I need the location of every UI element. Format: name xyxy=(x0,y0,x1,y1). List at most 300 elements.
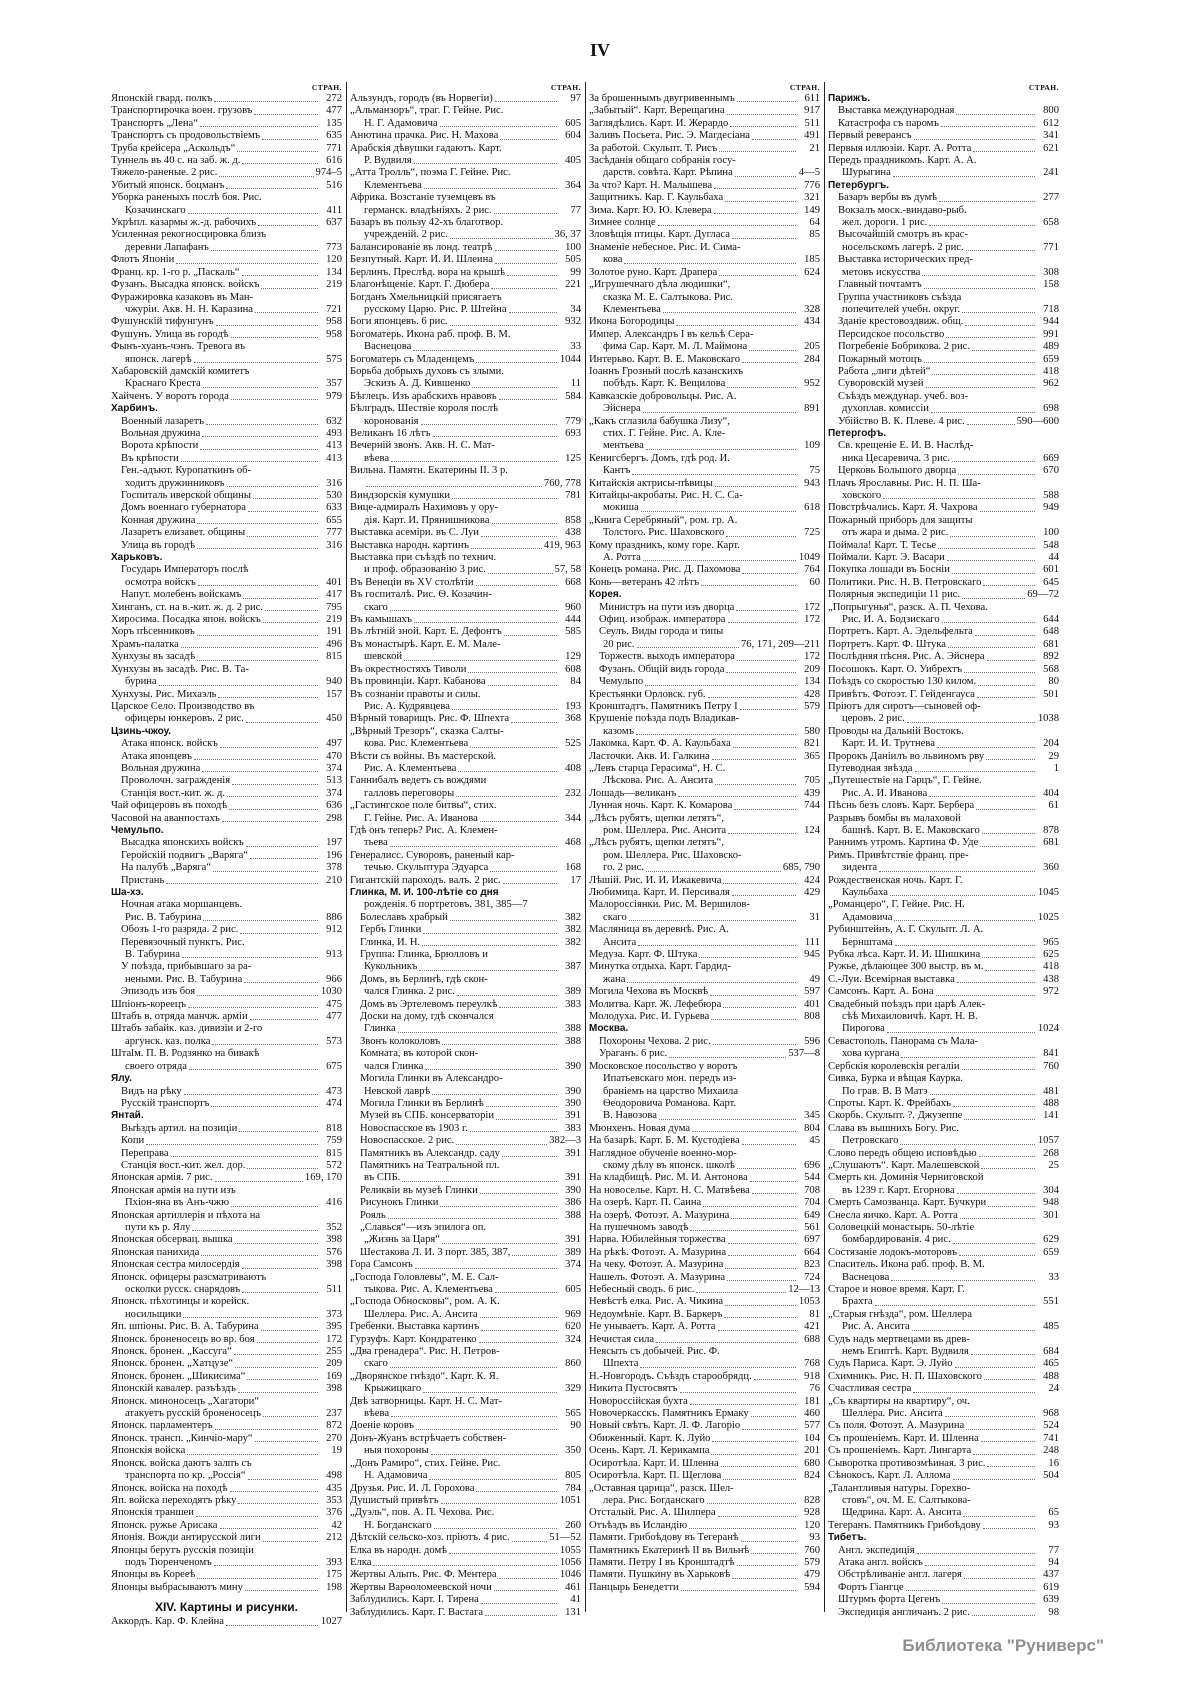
leader-dots xyxy=(922,274,1035,276)
entry-title: Чай офицеровъ въ походѣ xyxy=(111,800,228,812)
leader-dots xyxy=(718,1329,797,1331)
leader-dots xyxy=(708,696,796,698)
entry-page: 393 xyxy=(326,1556,342,1568)
index-entry xyxy=(828,440,1059,452)
index-entry xyxy=(828,701,1059,713)
entry-page: 655 xyxy=(326,514,342,526)
leader-dots xyxy=(728,832,796,834)
index-entry xyxy=(828,875,1059,887)
index-entry xyxy=(589,1210,820,1222)
entry-title: Хабаровскій дамскій комитетъ xyxy=(111,365,250,377)
entry-title: Кронштадтъ. Памятникъ Петру I xyxy=(589,700,738,712)
index-entry xyxy=(350,1582,581,1594)
index-entry xyxy=(589,242,820,254)
leader-dots xyxy=(658,224,796,226)
entry-title: стовъ“, оч. М. Е. Салтыкова- xyxy=(842,1494,971,1506)
index-entry xyxy=(350,850,581,862)
index-entry xyxy=(828,788,1059,800)
entry-page: 841 xyxy=(1043,1048,1059,1060)
index-entry xyxy=(350,465,581,477)
entry-title: Св. крещеніе Е. И. В. Наслѣд- xyxy=(838,440,974,452)
entry-page: 1044 xyxy=(559,353,581,365)
entry-page: 389 xyxy=(565,986,581,998)
entry-title: Ружье, дѣлающее 300 выстр. въ м. xyxy=(828,961,984,973)
entry-title: Труба крейсера „Аскольдъ“ xyxy=(111,142,236,154)
index-entry xyxy=(111,1616,342,1628)
index-entry xyxy=(350,1607,581,1619)
entry-title: Слава въ вышнихъ Богу. Рис. xyxy=(828,1122,959,1134)
index-entry xyxy=(111,1408,342,1420)
index-entry xyxy=(828,1023,1059,1035)
entry-page: 204 xyxy=(1043,738,1059,750)
entry-title: Рис. А. Клементьева xyxy=(364,762,457,774)
index-entry xyxy=(589,229,820,241)
entry-title: ром. Шеллера. Рис. Ансита xyxy=(603,824,727,836)
entry-title: Транспортъ „Лена“ xyxy=(111,117,198,129)
entry-title: Транспортъ съ продовольствіемъ xyxy=(111,130,261,142)
index-entry xyxy=(111,1433,342,1445)
entry-page: 76, 171, 209—211 xyxy=(740,638,820,650)
index-entry xyxy=(589,329,820,341)
entry-title: Обстрѣливаніе англ. лагеря xyxy=(838,1569,962,1581)
leader-dots xyxy=(240,932,318,934)
index-entry xyxy=(828,800,1059,812)
leader-dots xyxy=(699,956,796,958)
entry-title: Съ прошеніемъ. Карт. И. Шленна xyxy=(828,1432,979,1444)
entry-page: 221 xyxy=(565,279,581,291)
leader-dots xyxy=(742,1428,796,1430)
index-entry xyxy=(589,974,820,986)
index-entry xyxy=(589,453,820,465)
leader-dots xyxy=(197,1577,318,1579)
leader-dots xyxy=(960,1217,1035,1219)
entry-title: Осиротѣла. Карт. И. Шленна xyxy=(589,1457,719,1469)
leader-dots xyxy=(714,212,796,214)
entry-title: Станція вост.-кит. жел. дор. xyxy=(121,1159,246,1171)
entry-title: пути къ р. Ялу xyxy=(125,1221,191,1233)
index-entry xyxy=(350,1334,581,1346)
entry-title: Ипатьевскаго мон. передъ из- xyxy=(603,1073,737,1085)
index-entry xyxy=(589,1073,820,1085)
entry-title: германск. владѣніяхъ. 2 рис. xyxy=(364,204,492,216)
entry-page: 685, 790 xyxy=(782,862,820,874)
entry-title: скаго xyxy=(603,911,627,923)
index-heading xyxy=(111,403,342,415)
section-title: XIV. Картины и рисунки. xyxy=(154,1600,299,1615)
entry-page: 428 xyxy=(804,688,820,700)
index-entry xyxy=(111,1545,342,1557)
leader-dots xyxy=(953,1478,1035,1480)
entry-title: Уборка раненыхъ послѣ боя. Рис. xyxy=(111,192,262,204)
leader-dots xyxy=(952,460,1035,462)
entry-title: На рѣкѣ. Фотоэт. А. Мазурина xyxy=(589,1246,727,1258)
entry-page: 404 xyxy=(1043,787,1059,799)
leader-dots xyxy=(188,212,318,214)
leader-dots xyxy=(509,311,557,313)
leader-dots xyxy=(966,1428,1035,1430)
entry-title: „Талантливыя натуры. Горехво- xyxy=(828,1482,971,1494)
entry-page: 308 xyxy=(1043,266,1059,278)
entry-title: Икона Богородицы xyxy=(589,316,675,328)
index-entry xyxy=(350,1098,581,1110)
leader-dots xyxy=(980,845,1035,847)
leader-dots xyxy=(875,1304,1035,1306)
entry-page: 944 xyxy=(1043,316,1059,328)
entry-page: 1056 xyxy=(559,1556,581,1568)
entry-page: 744 xyxy=(804,800,820,812)
entry-title: Московское посольство у воротъ xyxy=(589,1060,738,1072)
index-entry xyxy=(111,515,342,527)
entry-title: Японск. бронен. „Хатцузе“ xyxy=(111,1358,234,1370)
index-entry xyxy=(350,1185,581,1197)
index-entry xyxy=(111,1086,342,1098)
leader-dots xyxy=(196,1515,318,1517)
entry-page: 429 xyxy=(804,887,820,898)
entry-title: Могила Глинки въ Берлинѣ xyxy=(360,1097,484,1109)
entry-page: 438 xyxy=(565,527,581,539)
entry-title: Новый свѣтъ. Карт. Л. Ф. Лагоріо xyxy=(589,1420,741,1432)
index-heading xyxy=(111,1110,342,1122)
index-entry xyxy=(350,502,581,514)
entry-title: Бернштама xyxy=(842,936,893,948)
entry-page: 645 xyxy=(1043,576,1059,588)
leader-dots xyxy=(930,1093,1035,1095)
entry-page: 120 xyxy=(326,254,342,266)
leader-dots xyxy=(442,1043,557,1045)
entry-title: Выставка народн. картинъ xyxy=(350,539,469,551)
leader-dots xyxy=(238,1502,318,1504)
entry-page: 438 xyxy=(1043,973,1059,985)
index-entry xyxy=(111,676,342,688)
entry-title: Часовой на аванпостахъ xyxy=(111,812,220,824)
entry-page: 201 xyxy=(804,1445,820,1457)
entry-title: Въ сознаніи правоты и силы. xyxy=(350,688,481,700)
leader-dots xyxy=(659,1118,796,1120)
index-entry xyxy=(828,1358,1059,1370)
index-entry xyxy=(828,813,1059,825)
entry-title: Комната, въ которой скон- xyxy=(360,1048,479,1060)
index-entry xyxy=(350,105,581,117)
entry-title: рожденія. 6 портретовъ. 381, 385—7 xyxy=(364,899,528,911)
entry-title: Фузанъ. Общій видъ города xyxy=(599,663,725,675)
leader-dots xyxy=(732,1577,796,1579)
entry-page: 64 xyxy=(809,217,820,229)
entry-page: 1038 xyxy=(1037,713,1059,725)
entry-page: 481 xyxy=(1043,1085,1059,1097)
entry-page: 329 xyxy=(565,1383,581,1395)
index-entry xyxy=(350,180,581,192)
entry-page: 111 xyxy=(804,936,820,948)
leader-dots xyxy=(227,795,318,797)
entry-title: Китайскія актрисы-пѣвицы xyxy=(589,477,713,489)
leader-dots xyxy=(959,1254,1035,1256)
entry-page: 704 xyxy=(804,1197,820,1209)
entry-page: 612 xyxy=(1043,117,1059,129)
index-entry xyxy=(111,1371,342,1383)
index-entry xyxy=(589,1420,820,1432)
index-entry xyxy=(111,329,342,341)
entry-title: Альзундъ, городъ (въ Норвегіи) xyxy=(350,93,493,104)
entry-page: 568 xyxy=(1043,663,1059,675)
entry-title: Японская сестра милосердія xyxy=(111,1259,240,1271)
index-entry xyxy=(350,1569,581,1581)
entry-title: Выставка исторических пред- xyxy=(838,254,974,266)
leader-dots xyxy=(182,956,318,958)
entry-page: 383 xyxy=(565,998,581,1010)
index-entry xyxy=(350,453,581,465)
index-entry xyxy=(828,1334,1059,1346)
index-entry xyxy=(111,1247,342,1259)
leader-dots xyxy=(890,894,1035,896)
entry-page: 421 xyxy=(804,1321,820,1333)
entry-title: Японская армія. 7 рис. xyxy=(111,1172,213,1184)
entry-title: Хинганъ, ст. на в.-кит. ж. д. 2 рис. xyxy=(111,601,264,613)
index-entry xyxy=(111,1036,342,1048)
entry-title: Рис. А. Кудрявцева xyxy=(364,700,450,712)
index-entry xyxy=(350,1259,581,1271)
entry-title: „Альманзоръ“, траг. Г. Гейне. Рис. xyxy=(350,105,504,117)
entry-page: 376 xyxy=(326,1507,342,1519)
page-number: IV xyxy=(589,40,610,60)
index-entry xyxy=(589,862,820,874)
entry-title: Японск. миноносецъ „Хагатори“ xyxy=(111,1395,260,1407)
leader-dots xyxy=(742,361,796,363)
index-entry xyxy=(589,93,820,105)
entry-title: Послѣдняя пѣсня. Рис. А. Эйснера xyxy=(828,651,985,663)
entry-page: 771 xyxy=(326,142,342,154)
entry-page: 477 xyxy=(326,105,342,117)
entry-title: „Какъ сглазила бабушка Лизу“, xyxy=(589,415,730,427)
index-entry xyxy=(111,105,342,117)
entry-title: Н. Адамовича xyxy=(364,1470,428,1482)
entry-title: Японск. бронен. „Шикисима“ xyxy=(111,1370,246,1382)
entry-title: Могила Чехова въ Москвѣ xyxy=(589,986,709,998)
index-entry xyxy=(828,378,1059,390)
entry-title: Памяти. Петру I въ Кронштадтѣ xyxy=(589,1556,735,1568)
entry-title: Штурмъ форта Цегенъ xyxy=(838,1594,941,1606)
entry-title: Зданіе крестовоздвиж. общ. xyxy=(838,316,964,328)
index-columns xyxy=(108,82,1092,1628)
index-entry xyxy=(828,1507,1059,1519)
index-entry xyxy=(350,428,581,440)
index-entry xyxy=(350,775,581,787)
index-entry xyxy=(111,1123,342,1135)
entry-page: 725 xyxy=(804,527,820,539)
entry-title: Политики. Рис. Н. В. Петровскаго xyxy=(828,576,982,588)
index-heading xyxy=(111,726,342,738)
leader-dots xyxy=(495,1291,557,1293)
index-entry xyxy=(111,1458,342,1470)
index-entry xyxy=(589,961,820,973)
index-entry xyxy=(350,1172,581,1184)
entry-title: Штабъ забайк. каз. дивизіи и 2-го xyxy=(111,1023,263,1035)
leader-dots xyxy=(727,386,796,388)
index-entry xyxy=(350,999,581,1011)
index-entry xyxy=(350,1594,581,1606)
leader-dots xyxy=(215,1180,303,1182)
entry-title: Дѣтскій сельско-хоз. пріютъ. 4 рис. xyxy=(350,1532,510,1544)
leader-dots xyxy=(900,1143,1035,1145)
entry-page: 24 xyxy=(1048,1383,1059,1395)
leader-dots xyxy=(366,485,542,487)
leader-dots xyxy=(690,1403,796,1405)
leader-dots xyxy=(962,597,1025,599)
index-entry xyxy=(589,1185,820,1197)
entry-title: жана xyxy=(603,973,626,985)
entry-title: Шпіонъ-кореецъ xyxy=(111,998,187,1010)
entry-page: 637 xyxy=(326,217,342,229)
entry-page: 34 xyxy=(570,303,581,315)
entry-title: Золотое руно. Карт. Драпера xyxy=(589,266,718,278)
index-entry xyxy=(350,577,581,589)
entry-title: Работа „лиги дѣтей“ xyxy=(838,365,931,377)
leader-dots xyxy=(218,696,318,698)
index-entry xyxy=(828,738,1059,750)
entry-page: 968 xyxy=(1043,1408,1059,1420)
entry-page: 496 xyxy=(326,638,342,650)
entry-title: Японцы выбрасываютъ мину xyxy=(111,1581,243,1593)
index-entry xyxy=(589,1495,820,1507)
index-entry xyxy=(589,1346,820,1358)
leader-dots xyxy=(242,1267,318,1269)
leader-dots xyxy=(480,820,557,822)
entry-page: 94 xyxy=(1048,1556,1059,1568)
library-watermark: Библиотека "Руниверс" xyxy=(902,1636,1104,1655)
entry-title: Тибетъ. xyxy=(828,1532,867,1544)
index-entry xyxy=(589,1148,820,1160)
leader-dots xyxy=(967,423,1015,425)
index-entry xyxy=(350,143,581,155)
leader-dots xyxy=(936,994,1035,996)
index-entry xyxy=(828,254,1059,266)
index-entry xyxy=(828,1135,1059,1147)
index-entry xyxy=(111,279,342,291)
leader-dots xyxy=(197,634,318,636)
leader-dots xyxy=(222,820,318,822)
index-entry xyxy=(589,254,820,266)
index-entry xyxy=(589,1458,820,1470)
index-entry xyxy=(350,875,581,887)
leader-dots xyxy=(988,1205,1035,1207)
index-entry xyxy=(828,242,1059,254)
entry-title: Ялу. xyxy=(111,1073,132,1085)
entry-title: вѣева xyxy=(364,1408,390,1420)
entry-title: коронованія xyxy=(364,415,419,427)
index-entry xyxy=(828,751,1059,763)
leader-dots xyxy=(987,659,1035,661)
entry-page: 465 xyxy=(1043,1358,1059,1370)
entry-page: 25 xyxy=(1048,1159,1059,1171)
index-entry xyxy=(350,924,581,936)
entry-title: мокиша xyxy=(603,502,639,514)
index-entry xyxy=(589,1532,820,1544)
entry-title: Вѣсти съ войны. Въ мастерской. xyxy=(350,750,497,762)
entry-title: Ша-хэ. xyxy=(111,887,144,898)
leader-dots xyxy=(721,1465,796,1467)
entry-page: 943 xyxy=(804,477,820,489)
entry-title: Тегеранъ. Памятникъ Грибоѣдову xyxy=(828,1519,981,1531)
entry-page: 597 xyxy=(804,986,820,998)
entry-title: Заливъ Посьета. Рис. Э. Магдесіана xyxy=(589,130,750,142)
index-entry xyxy=(111,1557,342,1569)
entry-title: Шеллера. Рис. А. Ансита xyxy=(364,1308,478,1320)
entry-title: Шпехта xyxy=(603,1358,639,1370)
entry-title: немъ Египтѣ. Карт. Вудвиля xyxy=(842,1346,969,1358)
entry-page: 721 xyxy=(326,303,342,315)
leader-dots xyxy=(663,311,796,313)
entry-page: 416 xyxy=(326,1197,342,1209)
leader-dots xyxy=(476,1490,557,1492)
leader-dots xyxy=(413,349,557,351)
entry-page: 991 xyxy=(1043,328,1059,340)
index-entry xyxy=(828,105,1059,117)
index-entry xyxy=(589,180,820,192)
index-entry xyxy=(828,304,1059,316)
index-entry xyxy=(111,1148,342,1160)
entry-title: бомбардированія. 4 рис. xyxy=(842,1234,951,1246)
leader-dots xyxy=(470,746,557,748)
index-entry xyxy=(589,986,820,998)
index-entry xyxy=(111,428,342,440)
entry-page: 374 xyxy=(326,762,342,774)
leader-dots xyxy=(472,386,557,388)
entry-title: Персидское посольство xyxy=(838,328,945,340)
entry-title: Убитый японск. боцманъ xyxy=(111,179,225,191)
entry-page: 513 xyxy=(326,775,342,787)
entry-page: 511 xyxy=(804,117,820,129)
index-entry xyxy=(828,167,1059,179)
index-entry xyxy=(350,1396,581,1408)
index-entry xyxy=(350,217,581,229)
entry-page: 125 xyxy=(565,452,581,464)
entry-title: В. Табурина xyxy=(125,949,180,961)
entry-page: 760, 778 xyxy=(543,477,581,489)
leader-dots xyxy=(452,497,557,499)
entry-page: 353 xyxy=(326,1494,342,1506)
index-entry xyxy=(589,1098,820,1110)
entry-title: Катастрофа съ паромъ xyxy=(838,117,939,129)
entry-page: 219 xyxy=(326,279,342,291)
entry-title: Съ поля. Фотоэт. А. Мазурина xyxy=(828,1420,965,1432)
leader-dots xyxy=(953,1105,1035,1107)
entry-page: 932 xyxy=(565,316,581,328)
entry-page: 444 xyxy=(565,614,581,626)
index-entry xyxy=(350,552,581,564)
entry-page: 697 xyxy=(804,1234,820,1246)
entry-title: Хунхузы въ засадѣ. Рис. В. Та- xyxy=(111,663,249,675)
index-entry xyxy=(589,949,820,961)
leader-dots xyxy=(201,1254,318,1256)
leader-dots xyxy=(245,1589,318,1591)
index-entry xyxy=(589,1234,820,1246)
index-entry xyxy=(589,1371,820,1383)
entry-page: 577 xyxy=(804,1420,820,1432)
entry-title: Берлинъ. Преслѣд. вора на крышѣ xyxy=(350,266,506,278)
entry-title: Рисунокъ Глинки xyxy=(360,1197,439,1209)
leader-dots xyxy=(981,1440,1035,1442)
entry-title: ром. Шеллера. Рис. Шаховско- xyxy=(603,849,742,861)
entry-title: Боги японцевъ. 6 рис. xyxy=(350,316,448,328)
entry-title: Фушунскій тифунгунъ xyxy=(111,316,214,328)
index-entry xyxy=(111,1396,342,1408)
entry-title: Рис. А. Ансита xyxy=(842,1321,910,1333)
leader-dots xyxy=(492,522,558,524)
index-entry xyxy=(589,1284,820,1296)
entry-title: Памятникъ Екатеринѣ II въ Вильнѣ xyxy=(589,1544,750,1556)
index-entry xyxy=(111,1061,342,1073)
leader-dots xyxy=(984,1378,1035,1380)
entry-title: Станція вост.-кит. ж. д. xyxy=(121,787,225,799)
